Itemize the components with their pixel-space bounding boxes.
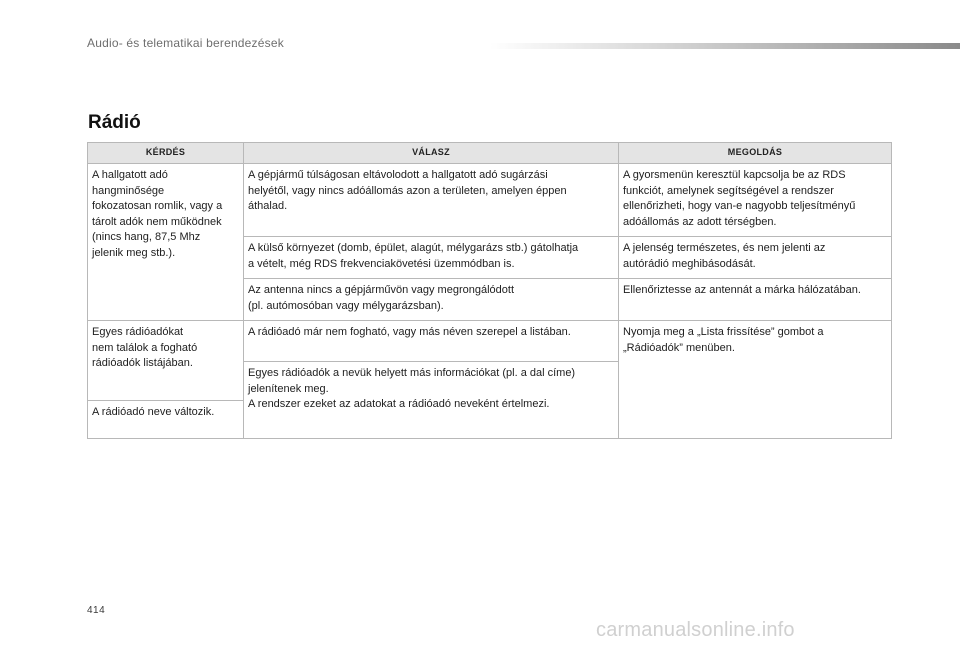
column-header-answer: VÁLASZ xyxy=(244,143,619,164)
watermark: carmanualsonline.info xyxy=(596,619,795,641)
page-number: 414 xyxy=(87,605,106,616)
header-decorative-bar xyxy=(490,43,960,49)
solution-cell: Ellenőriztesse az antennát a márka hálózatában. xyxy=(619,279,892,321)
solution-cell: Nyomja meg a „Lista frissítése” gombot a „Rádióadók” menüben. xyxy=(619,321,892,439)
solution-cell: A gyorsmenün keresztül kapcsolja be az RDS funkciót, amelynek segítségével a rendszer ellenőrizheti, hogy van-e nagyobb teljesítményű adóállomás az adott térségben. xyxy=(619,164,892,237)
column-header-solution: MEGOLDÁS xyxy=(619,143,892,164)
table-row xyxy=(88,164,892,237)
answer-cell: Egyes rádióadók a nevük helyett más információkat (pl. a dal címe) jelenítenek meg. A rendszer ezeket az adatokat a rádióadó neveként értelmezi. xyxy=(244,362,619,439)
table-header-row xyxy=(88,143,892,164)
question-cell: A hallgatott adó hangminősége fokozatosan romlik, vagy a tárolt adók nem működnek (nincs hang, 87,5 Mhz jelenik meg stb.). xyxy=(88,164,244,321)
answer-cell: A gépjármű túlságosan eltávolodott a hallgatott adó sugárzási helyétől, vagy nincs adóállomás azon a területen, amelyen éppen áthalad. xyxy=(244,164,619,237)
section-title: Rádió xyxy=(88,112,141,133)
question-cell: A rádióadó neve változik. xyxy=(88,401,244,439)
answer-cell: Az antenna nincs a gépjárművön vagy megrongálódott (pl. autómosóban vagy mélygarázsban). xyxy=(244,279,619,321)
column-header-question: KÉRDÉS xyxy=(88,143,244,164)
troubleshooting-table xyxy=(87,142,892,439)
table-row xyxy=(88,321,892,362)
solution-cell: A jelenség természetes, és nem jelenti az autórádió meghibásodását. xyxy=(619,237,892,279)
answer-cell: A külső környezet (domb, épület, alagút, mélygarázs stb.) gátolhatja a vételt, még RDS frekvenciakövetési üzemmódban is. xyxy=(244,237,619,279)
answer-cell: A rádióadó már nem fogható, vagy más néven szerepel a listában. xyxy=(244,321,619,362)
question-cell: Egyes rádióadókat nem találok a fogható rádióadók listájában. xyxy=(88,321,244,401)
running-header: Audio- és telematikai berendezések xyxy=(87,36,284,50)
